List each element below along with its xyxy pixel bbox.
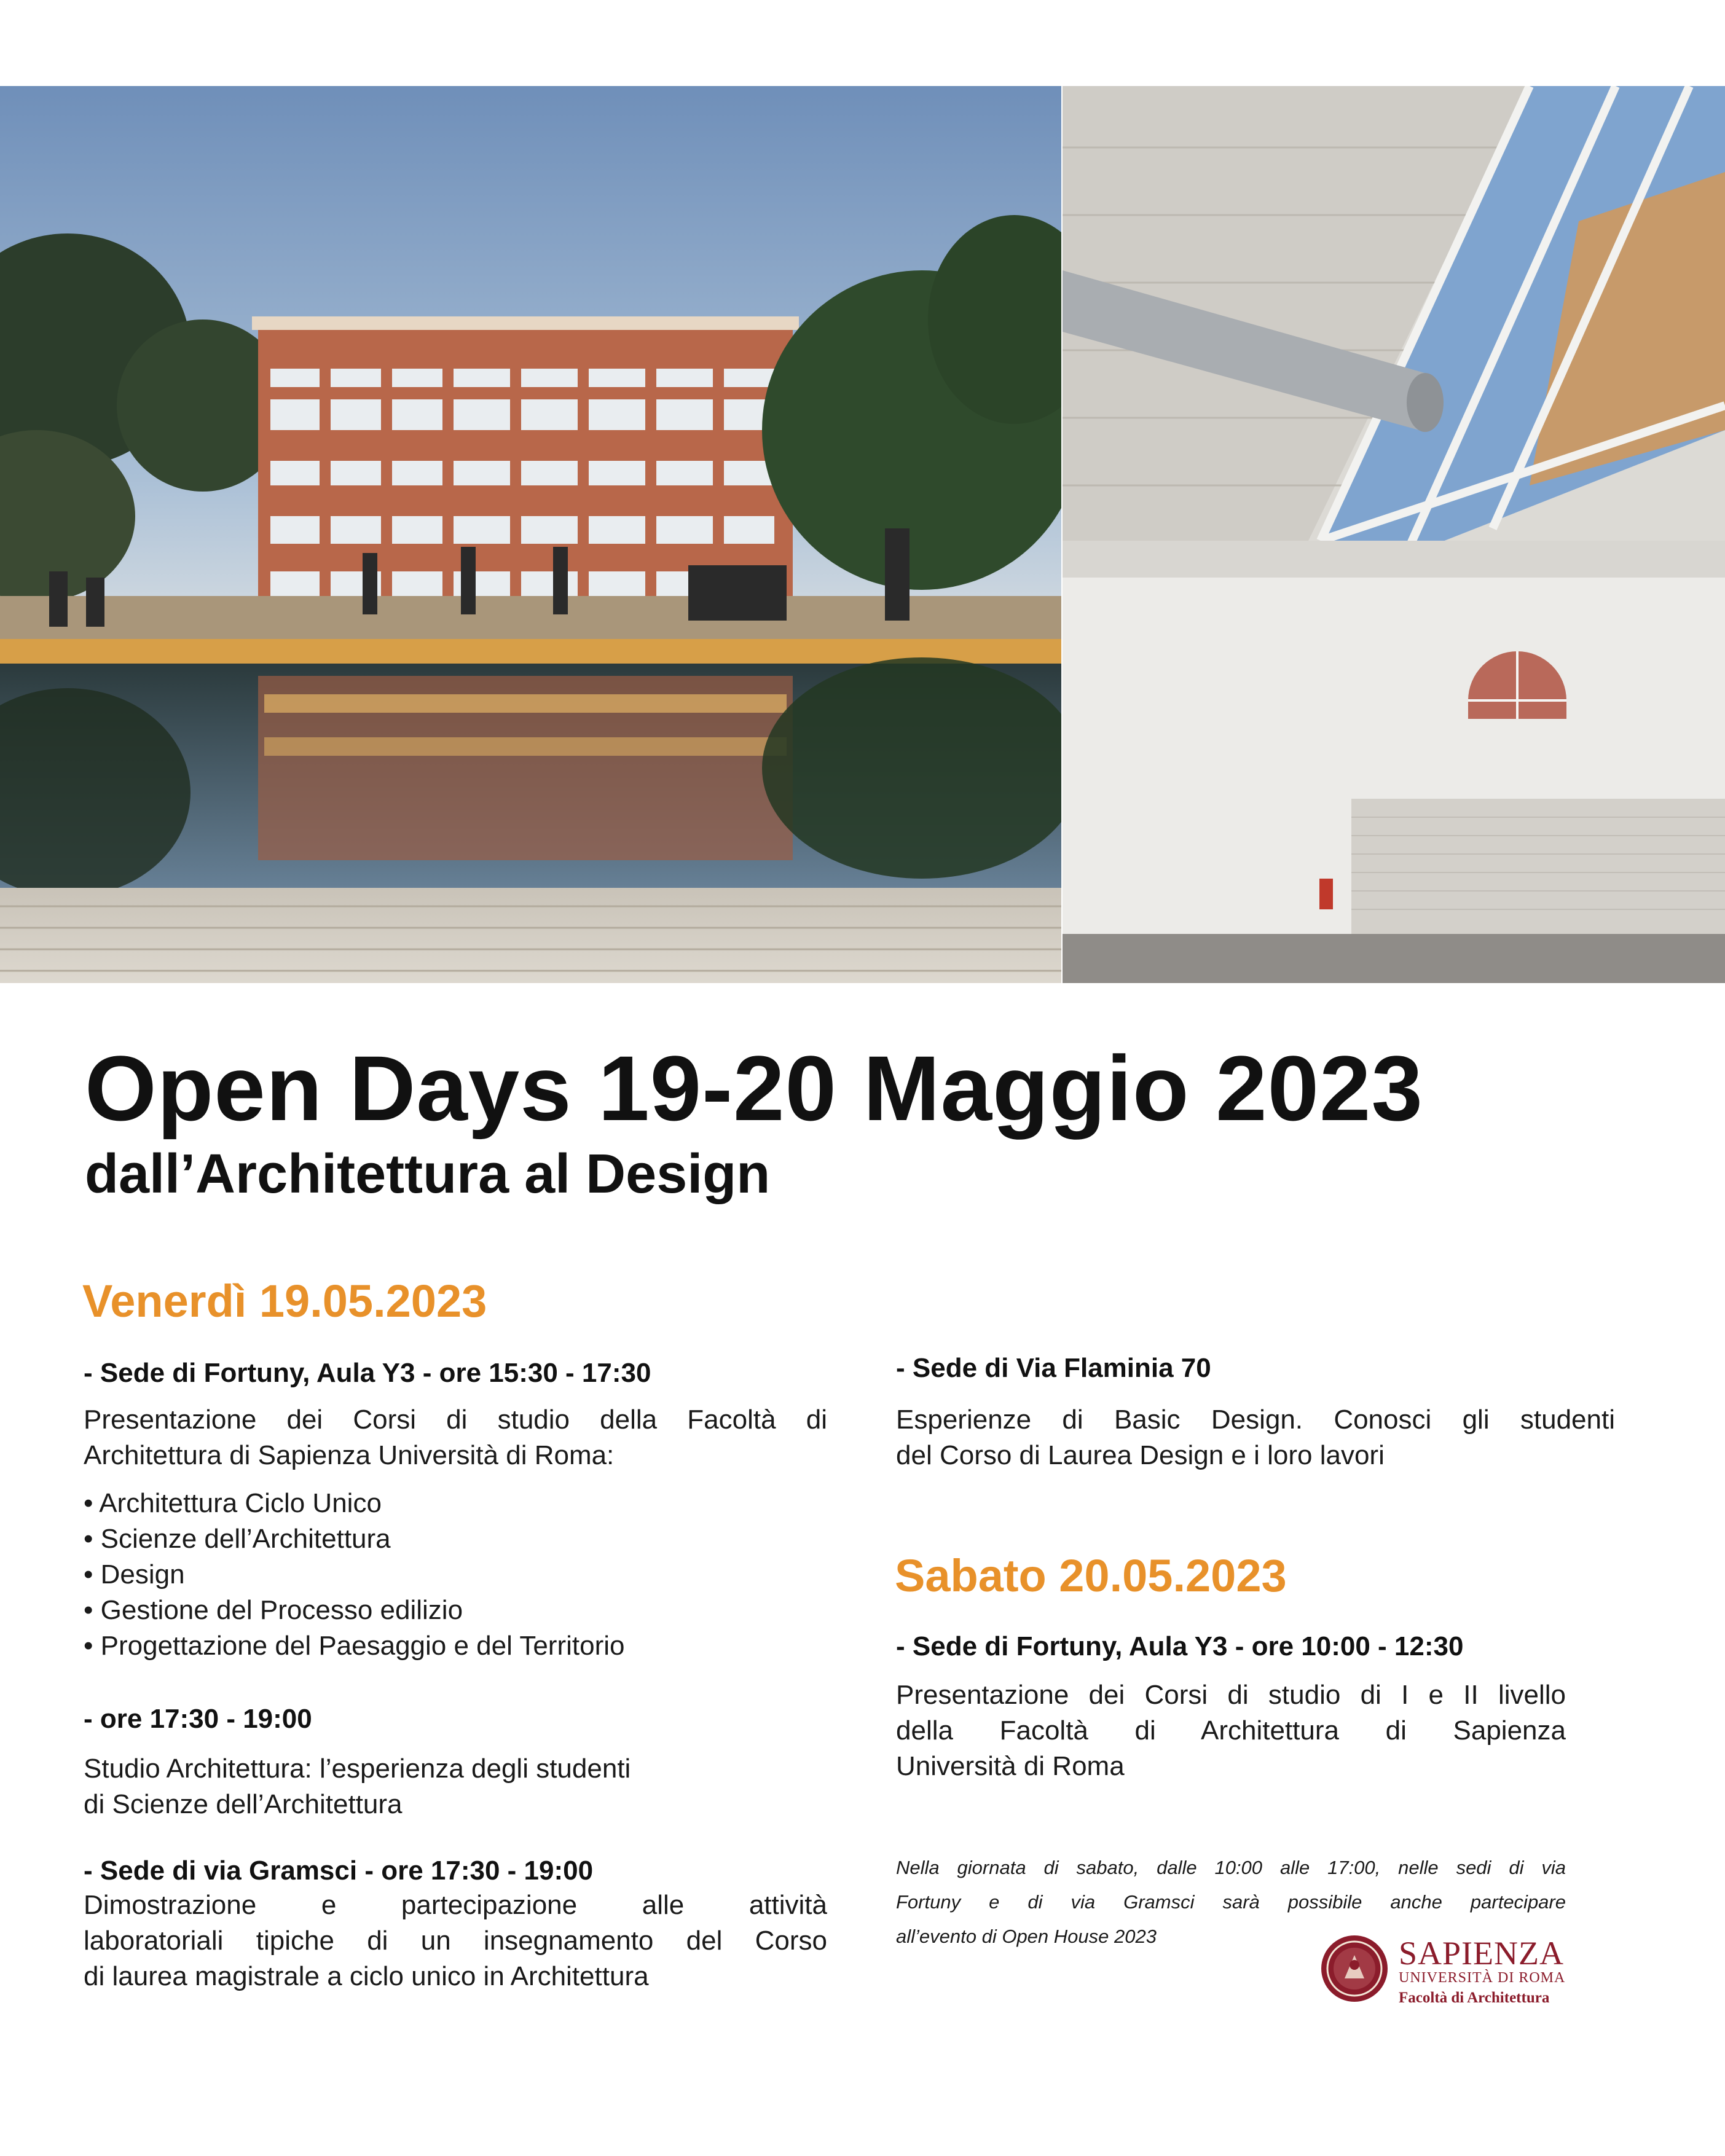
friday-studio-text-line1: Studio Architettura: l’esperienza degli studenti <box>84 1754 631 1784</box>
photo-interior-room <box>1063 86 1725 983</box>
friday-gramsci-text-line3: di laurea magistrale a ciclo unico in Architettura <box>84 1961 649 1991</box>
friday-gramsci-heading: - Sede di via Gramsci - ore 17:30 - 19:00 <box>84 1856 594 1886</box>
course-list-item: • Design <box>84 1559 185 1590</box>
saturday-fortuny-heading: - Sede di Fortuny, Aula Y3 - ore 10:00 - 12:30 <box>896 1631 1464 1661</box>
page-title: Open Days 19-20 Maggio 2023 <box>85 1037 1423 1140</box>
course-list-item: • Architettura Ciclo Unico <box>84 1488 382 1518</box>
sapienza-seal-icon <box>1320 1934 1389 2003</box>
logo-university: UNIVERSITÀ DI ROMA <box>1399 1970 1566 1986</box>
friday-flaminia-text-line1: Esperienze di Basic Design. Conosci gli studenti <box>896 1405 1615 1435</box>
friday-date-heading: Venerdì 19.05.2023 <box>82 1276 487 1327</box>
course-list <box>84 1486 624 1664</box>
note-line: all’evento di Open House 2023 <box>896 1926 1157 1947</box>
friday-gramsci-text-line1: Dimostrazione e partecipazione alle attività <box>84 1890 827 1920</box>
sapienza-logo <box>1320 1934 1578 2020</box>
course-list-item: • Scienze dell’Architettura <box>84 1524 391 1554</box>
saturday-date-heading: Sabato 20.05.2023 <box>895 1550 1287 1601</box>
course-list-item: • Gestione del Processo edilizio <box>84 1595 463 1625</box>
logo-faculty: Facoltà di Architettura <box>1399 1989 1550 2006</box>
friday-fortuny-heading: - Sede di Fortuny, Aula Y3 - ore 15:30 - 17:30 <box>84 1358 651 1388</box>
friday-studio-heading: - ore 17:30 - 19:00 <box>84 1704 312 1734</box>
logo-name: SAPIENZA <box>1399 1935 1565 1972</box>
note-line: Fortuny e di via Gramsci sarà possibile anche partecipare <box>896 1891 1566 1913</box>
saturday-fortuny-text-line2: della Facoltà di Architettura di Sapienza <box>896 1715 1566 1746</box>
page-subtitle: dall’Architettura al Design <box>85 1143 771 1205</box>
note-line: Nella giornata di sabato, dalle 10:00 alle 17:00, nelle sedi di via <box>896 1857 1566 1878</box>
friday-fortuny-text-line1: Presentazione dei Corsi di studio della Facoltà di <box>84 1405 827 1435</box>
saturday-fortuny-text-line1: Presentazione dei Corsi di studio di I e II livello <box>896 1680 1566 1710</box>
photo-band <box>0 86 1725 983</box>
saturday-fortuny-text-line3: Università di Roma <box>896 1751 1125 1781</box>
photo-building-pond <box>0 86 1061 983</box>
friday-fortuny-text-line2: Architettura di Sapienza Università di Roma: <box>84 1440 615 1470</box>
friday-flaminia-heading: - Sede di Via Flaminia 70 <box>896 1353 1211 1383</box>
friday-gramsci-text-line2: laboratoriali tipiche di un insegnamento del Corso <box>84 1926 827 1956</box>
friday-flaminia-text-line2: del Corso di Laurea Design e i loro lavori <box>896 1440 1385 1470</box>
friday-studio-text-line2: di Scienze dell’Architettura <box>84 1789 403 1819</box>
course-list-item: • Progettazione del Paesaggio e del Territorio <box>84 1631 625 1661</box>
